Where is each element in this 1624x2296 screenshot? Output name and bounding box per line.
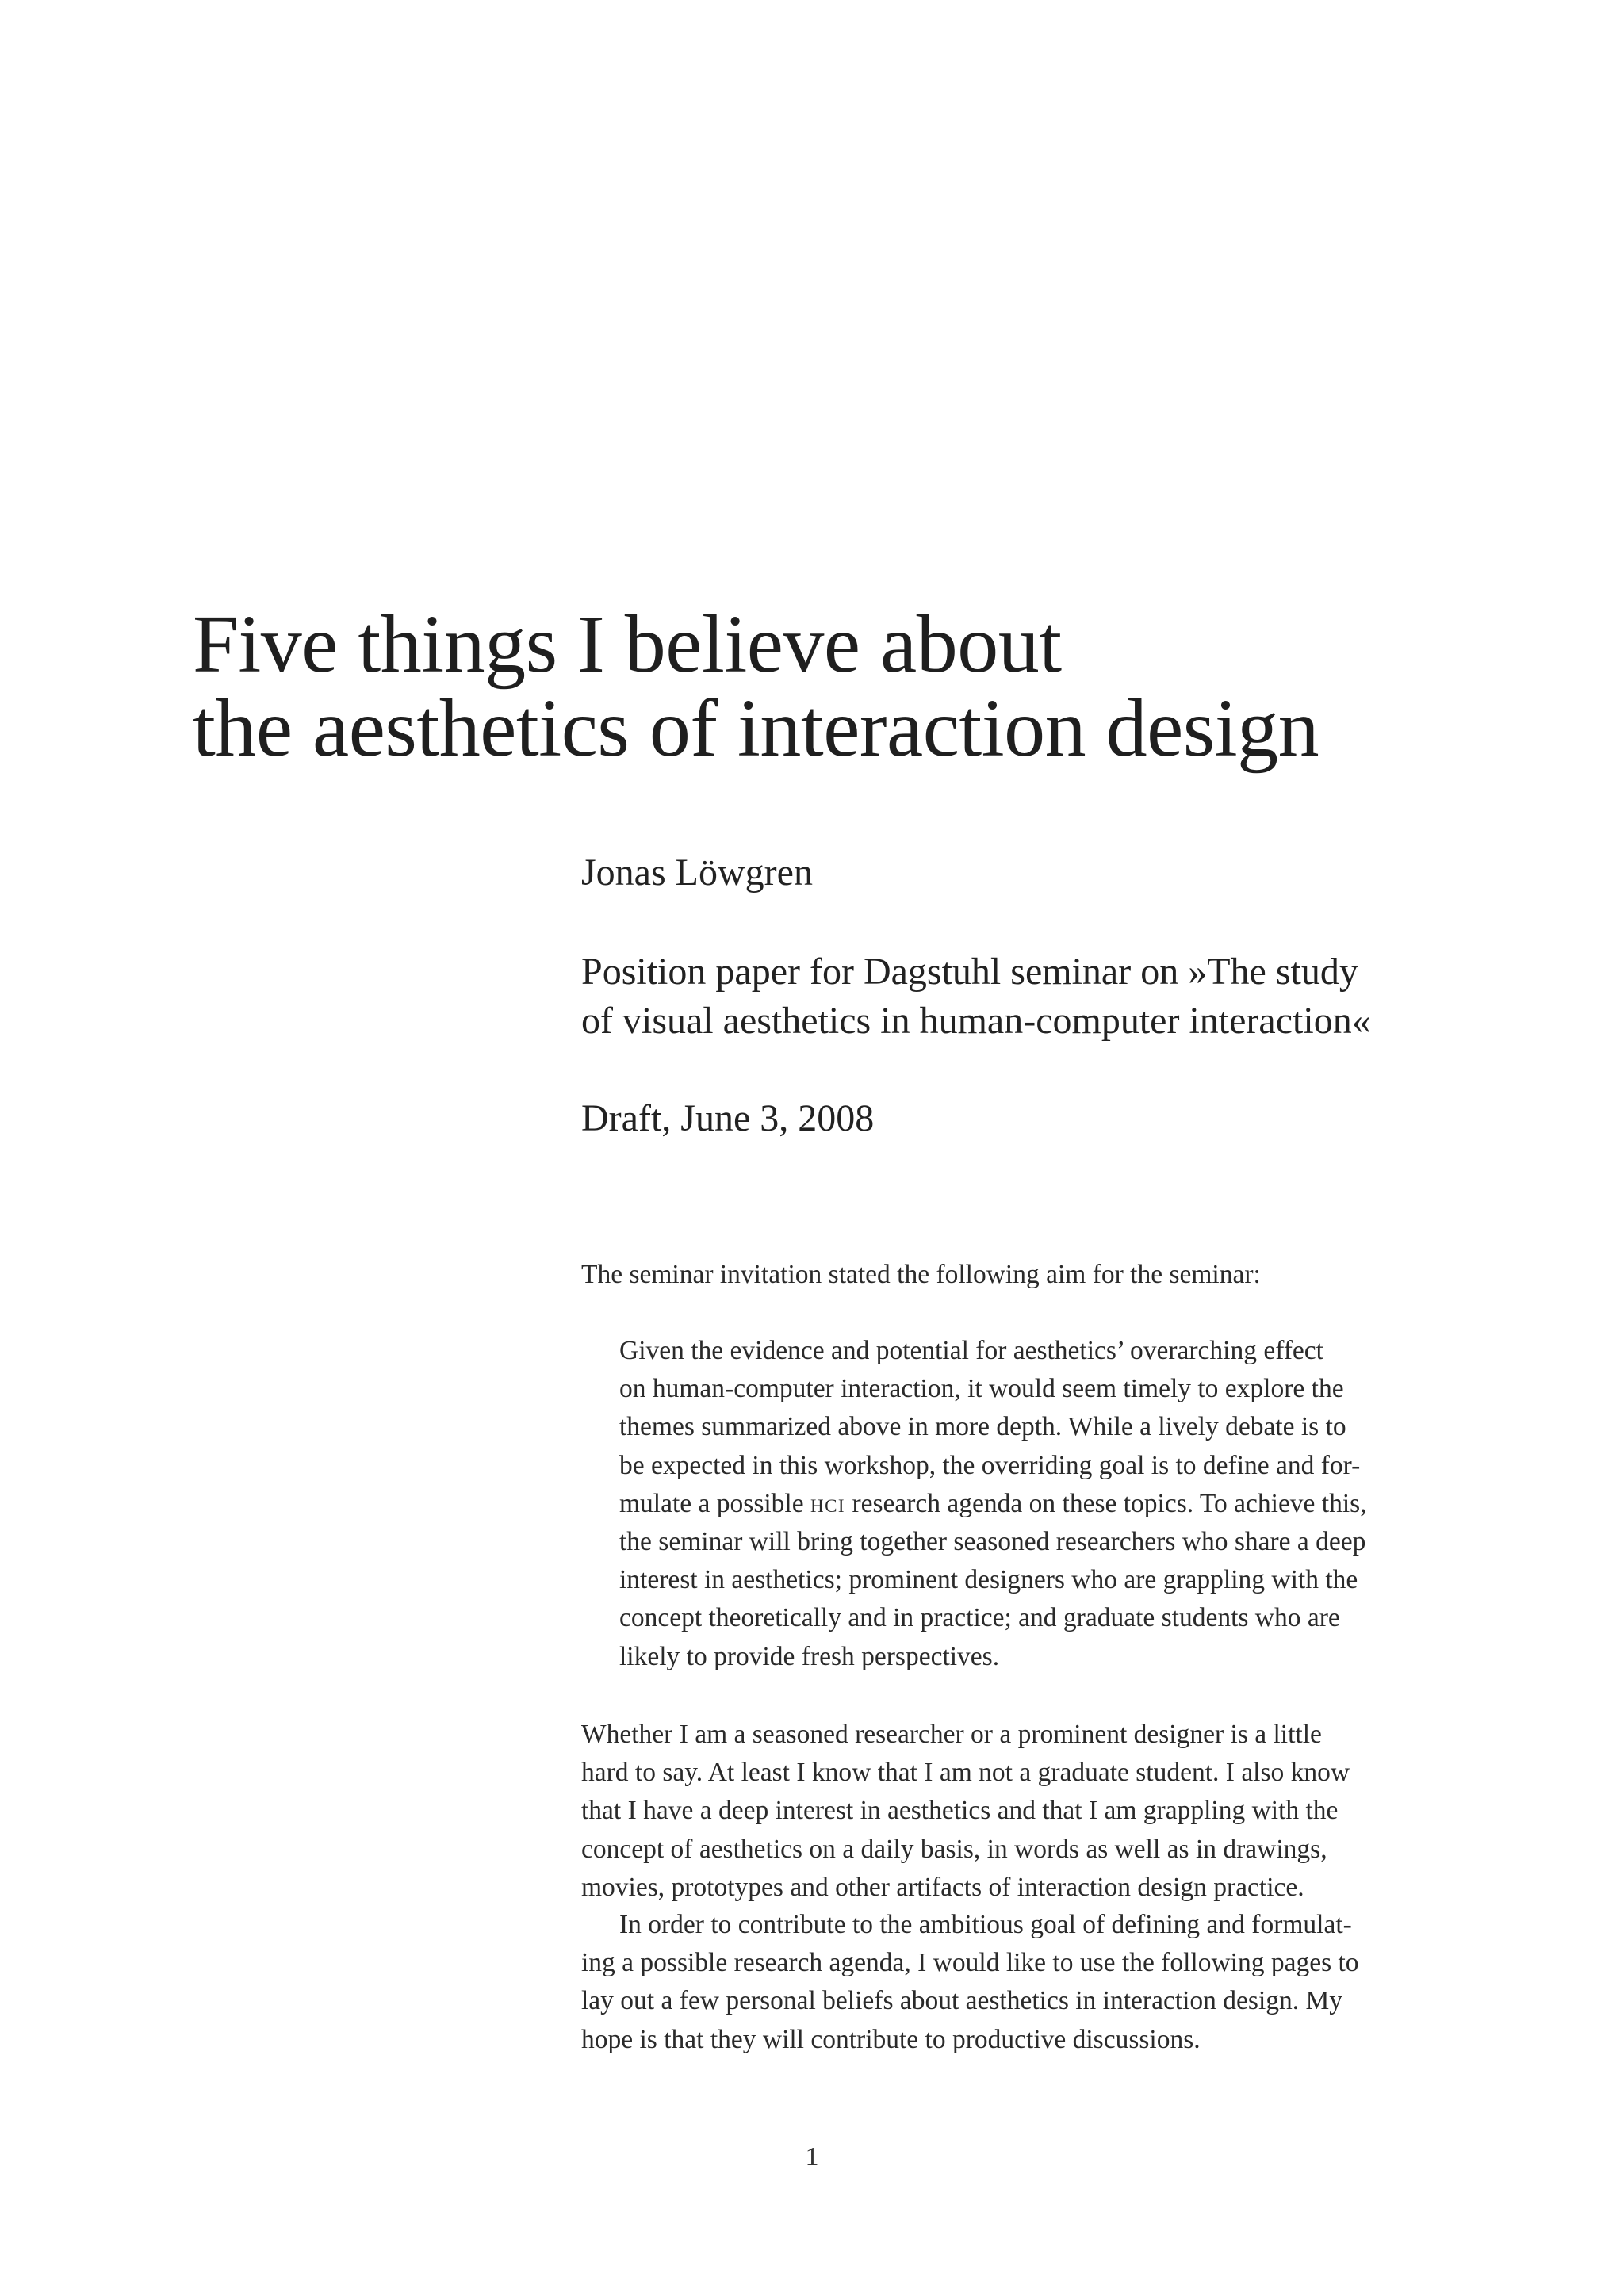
seminar-aim-quote [619,1332,1452,1676]
draft-date-text: Draft, June 3, 2008 [581,1097,875,1139]
title-line-2: the aesthetics of interaction design [193,683,1320,774]
quote-line-start: mulate a possible [619,1488,804,1518]
quote-line [619,1485,1452,1523]
title-line-1: Five things I believe about [193,599,1062,690]
quote-line-end: research agenda on these topics. To achieve this, [852,1488,1367,1518]
intro-text: The seminar invitation stated the following aim for the seminar: [581,1260,1261,1289]
quote-line: likely to provide fresh perspectives. [619,1641,1000,1671]
paragraph-line: hard to say. At least I know that I am not a graduate student. I also know [581,1758,1350,1788]
intro-paragraph [581,1256,1438,1294]
paragraph-line: concept of aesthetics on a daily basis, in words as well as in drawings, [581,1834,1327,1864]
quote-line: Given the evidence and potential for aesthetics’ overarching effect [619,1336,1323,1365]
paragraph-line: In order to contribute to the ambitious goal of defining and formulat- [619,1910,1352,1939]
quote-line: the seminar will bring together seasoned researchers who share a deep [619,1527,1366,1557]
quote-line: be expected in this workshop, the overriding goal is to define and for- [619,1450,1361,1480]
paper-title [193,599,1461,774]
quote-line: themes summarized above in more depth. While a lively debate is to [619,1412,1346,1442]
paragraph-line: movies, prototypes and other artifacts of interaction design practice. [581,1872,1304,1902]
hci-abbreviation: hci [810,1488,846,1518]
paragraph-line: Whether I am a seasoned researcher or a prominent designer is a little [581,1720,1322,1749]
subtitle-line-1: Position paper for Dagstuhl seminar on »The study [581,951,1358,993]
quote-line: interest in aesthetics; prominent designers who are grappling with the [619,1565,1358,1595]
author-name [581,848,1493,897]
paragraph-line: ing a possible research agenda, I would like to use the following pages to [581,1948,1359,1978]
quote-line: concept theoretically and in practice; and graduate students who are [619,1603,1340,1633]
paragraph-line: hope is that they will contribute to productive discussions. [581,2024,1201,2054]
paragraph-line: lay out a few personal beliefs about aesthetics in interaction design. My [581,1986,1343,2016]
subtitle-line-2: of visual aesthetics in human-computer interaction« [581,1000,1371,1042]
body-paragraph-2 [581,1906,1438,2059]
paper-subtitle [581,947,1493,1046]
quote-line: on human-computer interaction, it would seem timely to explore the [619,1374,1344,1404]
paragraph-line: that I have a deep interest in aesthetics and that I am grappling with the [581,1796,1339,1826]
draft-date [581,1094,1493,1143]
body-paragraph-1 [581,1716,1438,1907]
page-number: 1 [805,2142,819,2172]
author-text: Jonas Löwgren [581,851,813,894]
